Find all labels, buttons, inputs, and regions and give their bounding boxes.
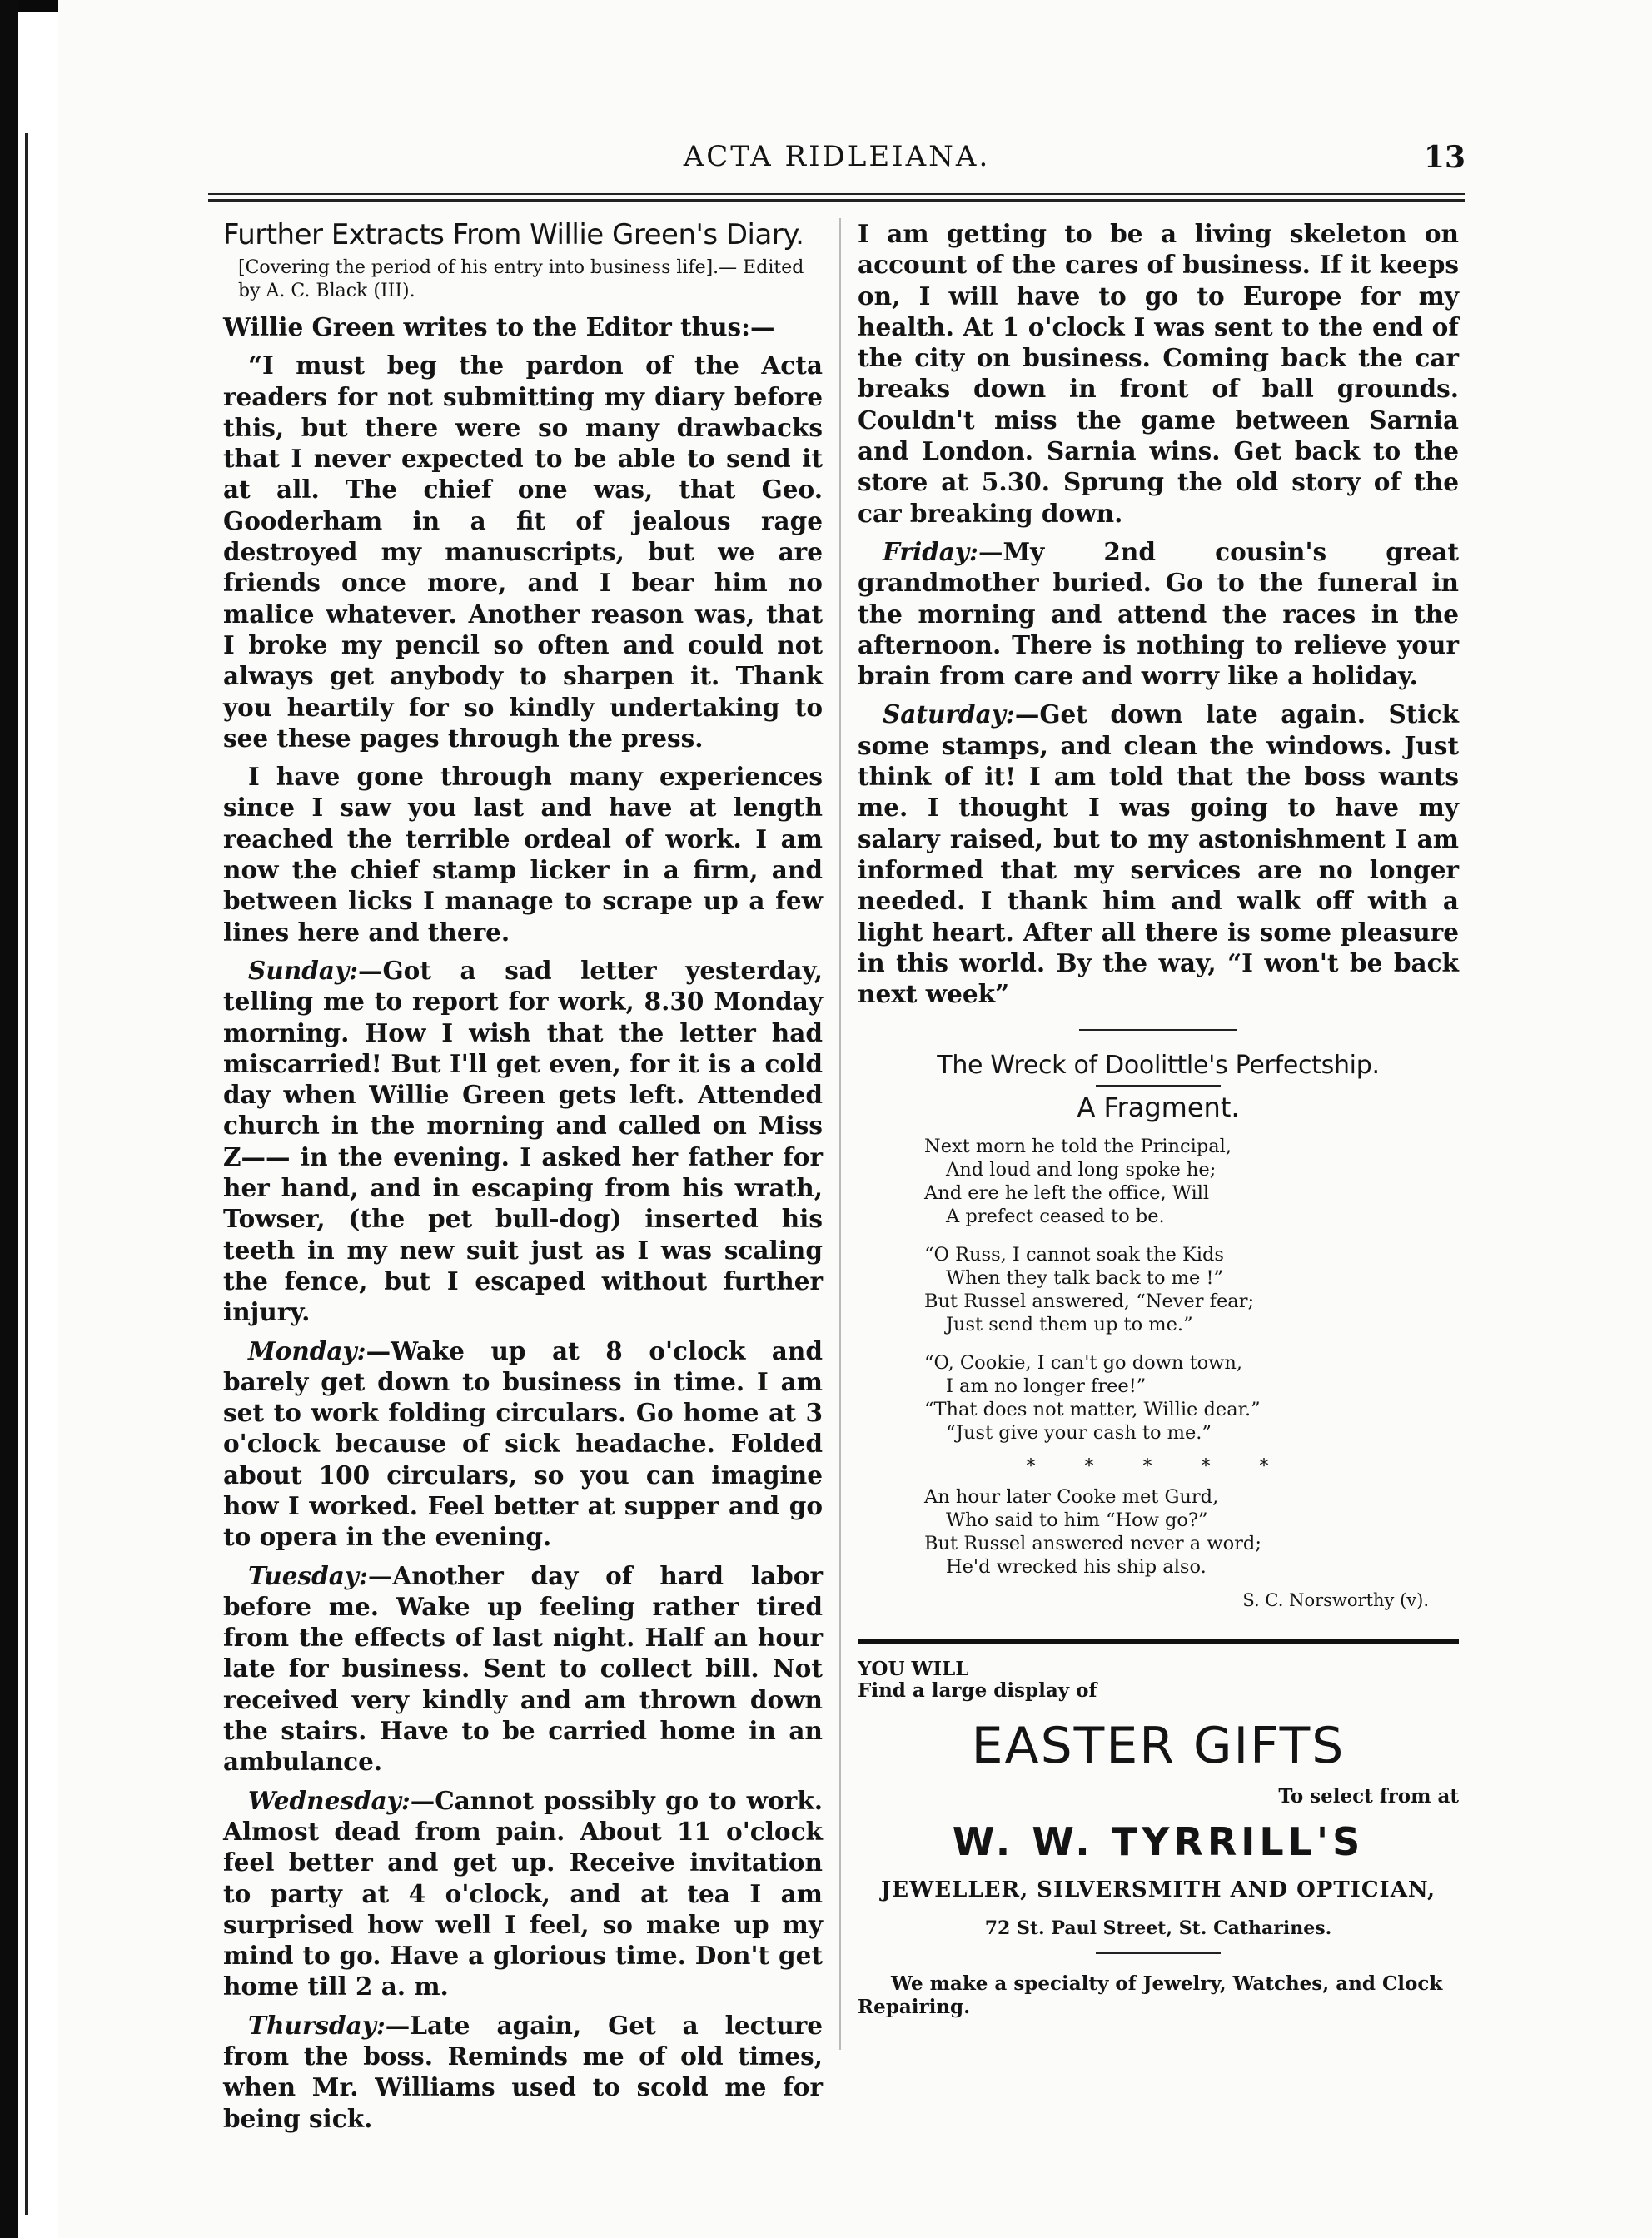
- diary-entry: [858, 699, 1459, 1009]
- advertisement-rule: [858, 1639, 1459, 1644]
- poem-line: “Just give your cash to me.”: [946, 1422, 1212, 1445]
- poem-line: And ere he left the office, Will: [924, 1182, 1210, 1205]
- section-rule: [1079, 1029, 1237, 1031]
- poem-stanza: [924, 1243, 1459, 1336]
- ad-rule: [1096, 1952, 1221, 1954]
- poem-line: And loud and long spoke he;: [946, 1159, 1217, 1181]
- poem-subtitle: A Fragment.: [1077, 1092, 1240, 1124]
- title-rule: [1096, 1085, 1221, 1087]
- diary-day: Wednesday:: [248, 1785, 411, 1815]
- article-intro: Willie Green writes to the Editor thus:—: [223, 312, 775, 341]
- poem-line: An hour later Cooke met Gurd,: [924, 1486, 1219, 1509]
- left-column: [223, 218, 823, 2141]
- diary-entry: [223, 1560, 823, 1778]
- paragraph: “I must beg the pardon of the Acta readers for not submitting my diary before this, but there were so many drawbacks that I never expected to be able to send it at all. The chief one was, that Geo. Gooderham in a fit of jealous rage destroyed my manuscripts, but we are friends once more, and I bear him no malice whatever. Another reason was, that I broke my pencil so often and could not always get anybody to sharpen it. Thank you heartily for so kindly undertaking to see these pages through the press.: [223, 351, 823, 753]
- diary-text: —Another day of hard labor before me. Wake up feeling rather tired from the effects of last night. Half an hour late for business. Sent to collect bill. Not received very kindly and am thrown down the stairs. Have to be carried home in an ambulance.: [223, 1560, 823, 1777]
- diary-text: —Late again, Get a lecture from the boss. Reminds me of old times, when Mr. Williams used to scold me for being sick.: [223, 2010, 823, 2133]
- ad-select-line: To select from at: [1278, 1785, 1459, 1808]
- poem-line: Just send them up to me.”: [946, 1314, 1193, 1336]
- diary-entry: [223, 1785, 823, 2002]
- diary-day: Friday:: [883, 536, 978, 566]
- diary-text: —My 2nd cousin's great grandmother buried. Go to the funeral in the morning and attend the races in the afternoon. There is nothing to relieve your brain from care and worry like a holiday.: [858, 536, 1459, 691]
- column-divider: [839, 218, 841, 2050]
- poem-line: I am no longer free!”: [946, 1375, 1147, 1398]
- diary-entry: [223, 1335, 823, 1553]
- diary-continuation: I am getting to be a living skeleton on account of the cares of business. If it keeps on, I will have to go to Europe for my health. At 1 o'clock I was sent to the end of the city on business. Coming back the car breaks down in front of ball grounds. Couldn't miss the game between Sarnia and London. Sarnia wins. Get back to the store at 5.30. Sprung the old story of the car breaking down.: [858, 219, 1459, 528]
- scan-left-border: [0, 0, 18, 2238]
- page-number: 13: [1423, 140, 1465, 175]
- diary-day: Sunday:: [248, 955, 358, 985]
- right-column: [858, 218, 1459, 2019]
- poem-title: The Wreck of Doolittle's Perfectship.: [937, 1051, 1380, 1081]
- advertisement: [858, 1659, 1459, 2019]
- poem-line: A prefect ceased to be.: [946, 1206, 1165, 1228]
- diary-text: —Cannot possibly go to work. Almost dead from pain. About 11 o'clock feel better and get up. Receive invitation to party at 4 o'clock, and at tea I am surprised how well I feel, so make up my mind to go. Have a glorious time. Don't get home till 2 a. m.: [223, 1785, 823, 2002]
- diary-day: Thursday:: [248, 2010, 386, 2040]
- ad-line: Find a large display of: [858, 1679, 1097, 1703]
- article-title: Further Extracts From Willie Green's Diary.: [223, 218, 804, 251]
- diary-entry: [223, 2010, 823, 2134]
- diary-entry: [858, 536, 1459, 691]
- ad-headline: EASTER GIFTS: [971, 1717, 1346, 1776]
- ad-merchant-name: W. W. TYRRILL'S: [952, 1819, 1365, 1865]
- ad-footer: We make a specialty of Jewelry, Watches, and Clock Repairing.: [858, 1972, 1443, 2019]
- poem-line: But Russel answered, “Never fear;: [924, 1291, 1255, 1313]
- stanza-break-stars: * * * * *: [1026, 1456, 1291, 1478]
- running-header: [208, 140, 1465, 182]
- running-title: ACTA RIDLEIANA.: [683, 140, 991, 173]
- diary-day: Tuesday:: [248, 1560, 368, 1590]
- article-subtitle: [Covering the period of his entry into business life].— Edited by A. C. Black (III).: [238, 257, 804, 301]
- poem-line: Next morn he told the Principal,: [924, 1136, 1232, 1158]
- diary-day: Monday:: [248, 1335, 366, 1365]
- diary-text: —Get down late again. Stick some stamps, and clean the windows. Just think of it! I am told that the boss wants me. I thought I was going to have my salary raised, but to my astonishment I am informed that my services are no longer needed. I thank him and walk off with a light heart. After all there is some pleasure in this world. By the way, “I won't be back next week”: [858, 699, 1459, 1009]
- poem-signature: S. C. Norsworthy (v).: [1242, 1590, 1429, 1611]
- poem-line: “That does not matter, Willie dear.”: [924, 1399, 1261, 1421]
- poem-line: He'd wrecked his ship also.: [946, 1556, 1207, 1579]
- poem-stanza: [924, 1485, 1459, 1579]
- diary-day: Saturday:: [883, 699, 1015, 729]
- ad-line: YOU WILL: [858, 1658, 969, 1681]
- diary-text: —Wake up at 8 o'clock and barely get down to business in time. I am set to work folding circulars. Go home at 3 o'clock because of sick headache. Folded about 100 circulars, so you can imagine how I worked. Feel better at supper and go to opera in the evening.: [223, 1335, 823, 1552]
- ad-trade: JEWELLER, SILVERSMITH AND OPTICIAN,: [880, 1877, 1436, 1903]
- poem-line: “O, Cookie, I can't go down town,: [924, 1352, 1243, 1375]
- poem-stanza: [924, 1135, 1459, 1228]
- header-rules: [208, 193, 1465, 206]
- binding-edge: [25, 133, 28, 2215]
- diary-text: —Got a sad letter yesterday, telling me to report for work, 8.30 Monday morning. How I wish that the letter had miscarried! But I'll get even, for it is a cold day when Willie Green gets left. Attended church in the morning and called on Miss Z—— in the evening. I asked her father for her hand, and in escaping from his wrath, Towser, (the pet bull-dog) inserted his teeth in my new suit just as I was scaling the fence, but I escaped without further injury.: [223, 955, 823, 1327]
- poem-stanza: [924, 1351, 1459, 1445]
- poem-line: When they talk back to me !”: [946, 1267, 1224, 1290]
- poem-line: But Russel answered never a word;: [924, 1533, 1261, 1555]
- ad-address: 72 St. Paul Street, St. Catharines.: [984, 1917, 1332, 1940]
- diary-entry: [223, 955, 823, 1328]
- poem-line: Who said to him “How go?”: [946, 1509, 1208, 1532]
- paragraph: I have gone through many experiences since I saw you last and have at length reached the terrible ordeal of work. I am now the chief stamp licker in a firm, and between licks I manage to scrape up a few lines here and there.: [223, 762, 823, 947]
- poem-line: “O Russ, I cannot soak the Kids: [924, 1244, 1224, 1266]
